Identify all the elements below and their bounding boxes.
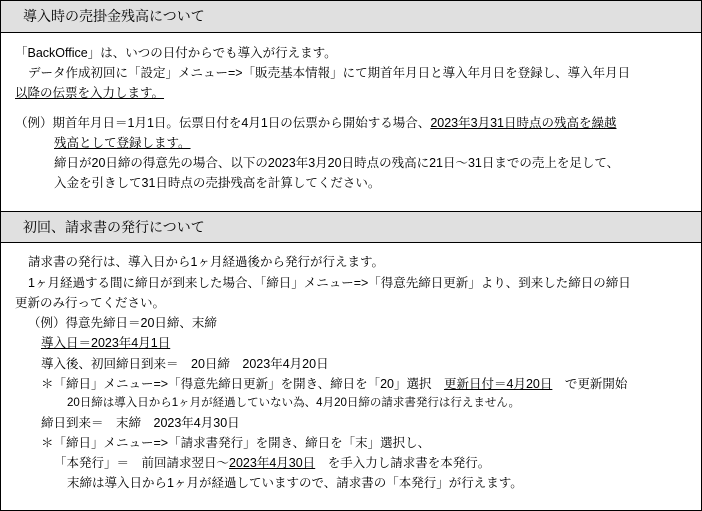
section-1-header: 導入時の売掛金残高について	[1, 1, 701, 33]
paragraph-line: 「本発行」＝ 前回請求翌日～2023年4月30日 を手入力し請求書を本発行。	[54, 456, 491, 471]
section-2-header: 初回、請求書の発行について	[1, 211, 701, 244]
paragraph-line: ＊「締日」メニュー=>「得意先締日更新」を開き、締日を「20」選択 更新日付＝4月20日 で更新開始	[41, 376, 628, 391]
paragraph-line: 末締は導入日から1ヶ月が経過していますので、請求書の「本発行」が行えます。	[67, 476, 523, 491]
paragraph-line: 導入日＝2023年4月1日	[41, 336, 171, 351]
paragraph-line: 導入後、初回締日到来＝ 20日締 2023年4月20日	[41, 356, 329, 371]
paragraph-line: データ作成初回に「設定」メニュー=>「販売基本情報」にて期首年月日と導入年月日を登録し、導入年月日	[28, 66, 631, 81]
paragraph-line: 更新のみ行ってください。	[15, 295, 166, 310]
paragraph-line: （例）得意先締日＝20日締、末締	[28, 316, 217, 331]
paragraph-line: 締日が20日締の得意先の場合、以下の2023年3月20日時点の残高に21日～31日までの売上を足して、	[54, 156, 620, 171]
paragraph-line: 20日締は導入日から1ヶ月が経過していない為、4月20日締の請求書発行は行えません。	[67, 397, 521, 410]
paragraph-line: 「BackOffice」は、いつの日付からでも導入が行えます。	[15, 45, 337, 60]
paragraph-line: 以降の伝票を入力します。	[15, 86, 165, 101]
paragraph-line: 1ヶ月経過する間に締日が到来した場合、「締日」メニュー=>「得意先締日更新」より、到来した締日の締日	[28, 275, 631, 290]
section-2-body	[1, 243, 701, 501]
paragraph-line: （例）期首年月日＝1月1日。伝票日付を4月1日の伝票から開始する場合、2023年3月31日時点の残高を繰越	[15, 115, 617, 130]
paragraph-line: 請求書の発行は、導入日から1ヶ月経過後から発行が行えます。	[28, 255, 384, 270]
paragraph-line: ＊「締日」メニュー=>「請求書発行」を開き、締日を「末」選択し、	[41, 435, 431, 450]
section-1-body	[1, 33, 701, 202]
paragraph-line: 入金を引きして31日時点の売掛残高を計算してください。	[54, 176, 381, 191]
paragraph-line: 残高として登録します。	[54, 135, 191, 150]
paragraph-line: 締日到来＝ 末締 2023年4月30日	[41, 415, 240, 430]
